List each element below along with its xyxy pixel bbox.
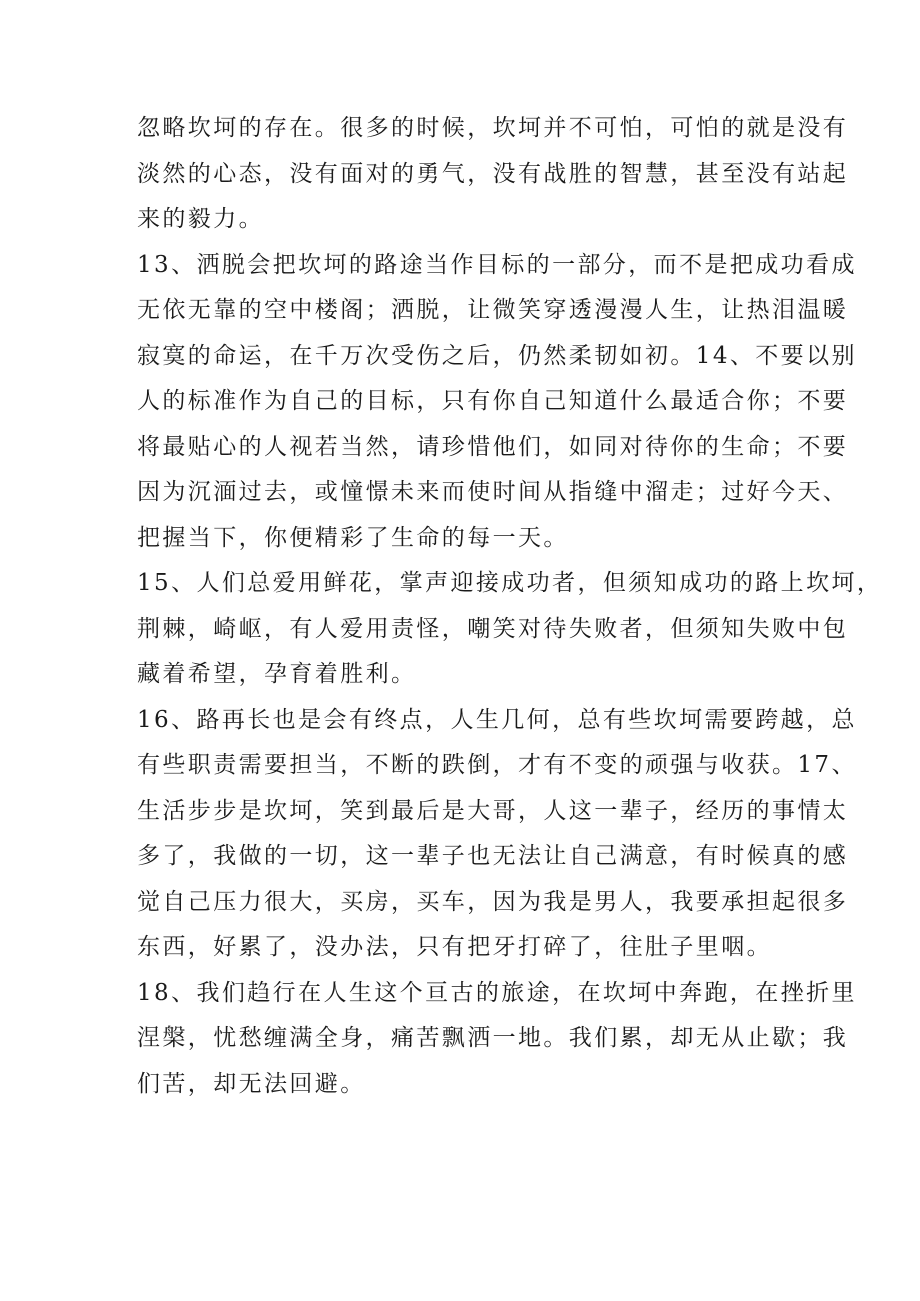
text-line: 淡然的心态，没有面对的勇气，没有战胜的智慧，甚至没有站起: [137, 160, 849, 187]
text-line: 东西，好累了，没办法，只有把牙打碎了，往肚子里咽。: [137, 934, 772, 960]
text-line: 18、我们趋行在人生这个亘古的旅途，在坎坷中奔跑，在挫折里: [137, 979, 857, 1006]
text-line: 忽略坎坷的存在。很多的时候，坎坷并不可怕，可怕的就是没有: [137, 115, 849, 141]
text-line: 因为沉湎过去，或憧憬未来而使时间从指缝中溜走；过好今天、: [137, 479, 849, 505]
text-line: 觉自己压力很大，买房，买车，因为我是男人，我要承担起很多: [137, 888, 849, 915]
text-line: 来的毅力。: [137, 206, 264, 232]
text-line: 16、路再长也是会有终点，人生几何，总有些坎坷需要跨越，总: [137, 706, 857, 733]
text-line: 生活步步是坎坷，笑到最后是大哥，人这一辈子，经历的事情太: [137, 797, 849, 824]
body-text: [137, 106, 883, 1107]
text-line: 们苦，却无法回避。: [137, 1070, 366, 1097]
text-line: 人的标准作为自己的目标，只有你自己知道什么最适合你；不要: [137, 388, 849, 414]
text-line: 藏着希望，孕育着胜利。: [137, 661, 417, 687]
text-line: 有些职责需要担当，不断的跌倒，才有不变的顽强与收获。17、: [137, 752, 857, 778]
text-line: 将最贴心的人视若当然，请珍惜他们，如同对待你的生命；不要: [137, 433, 849, 460]
text-line: 无依无靠的空中楼阁；洒脱，让微笑穿透漫漫人生，让热泪温暖: [137, 297, 849, 323]
text-line: 多了，我做的一切，这一辈子也无法让自己满意，有时候真的感: [137, 843, 849, 869]
text-line: 寂寞的命运，在千万次受伤之后，仍然柔韧如初。14、不要以别: [137, 342, 857, 369]
text-line: 13、洒脱会把坎坷的路途当作目标的一部分，而不是把成功看成: [137, 251, 857, 278]
text-line: 涅槃，忧愁缠满全身，痛苦飘洒一地。我们累，却无从止歇；我: [137, 1025, 849, 1051]
text-line: 15、人们总爱用鲜花，掌声迎接成功者，但须知成功的路上坎坷，: [137, 570, 883, 596]
text-line: 把握当下，你便精彩了生命的每一天。: [137, 524, 569, 551]
text-line: 荆棘，崎岖，有人爱用责怪，嘲笑对待失败者，但须知失败中包: [137, 615, 849, 642]
